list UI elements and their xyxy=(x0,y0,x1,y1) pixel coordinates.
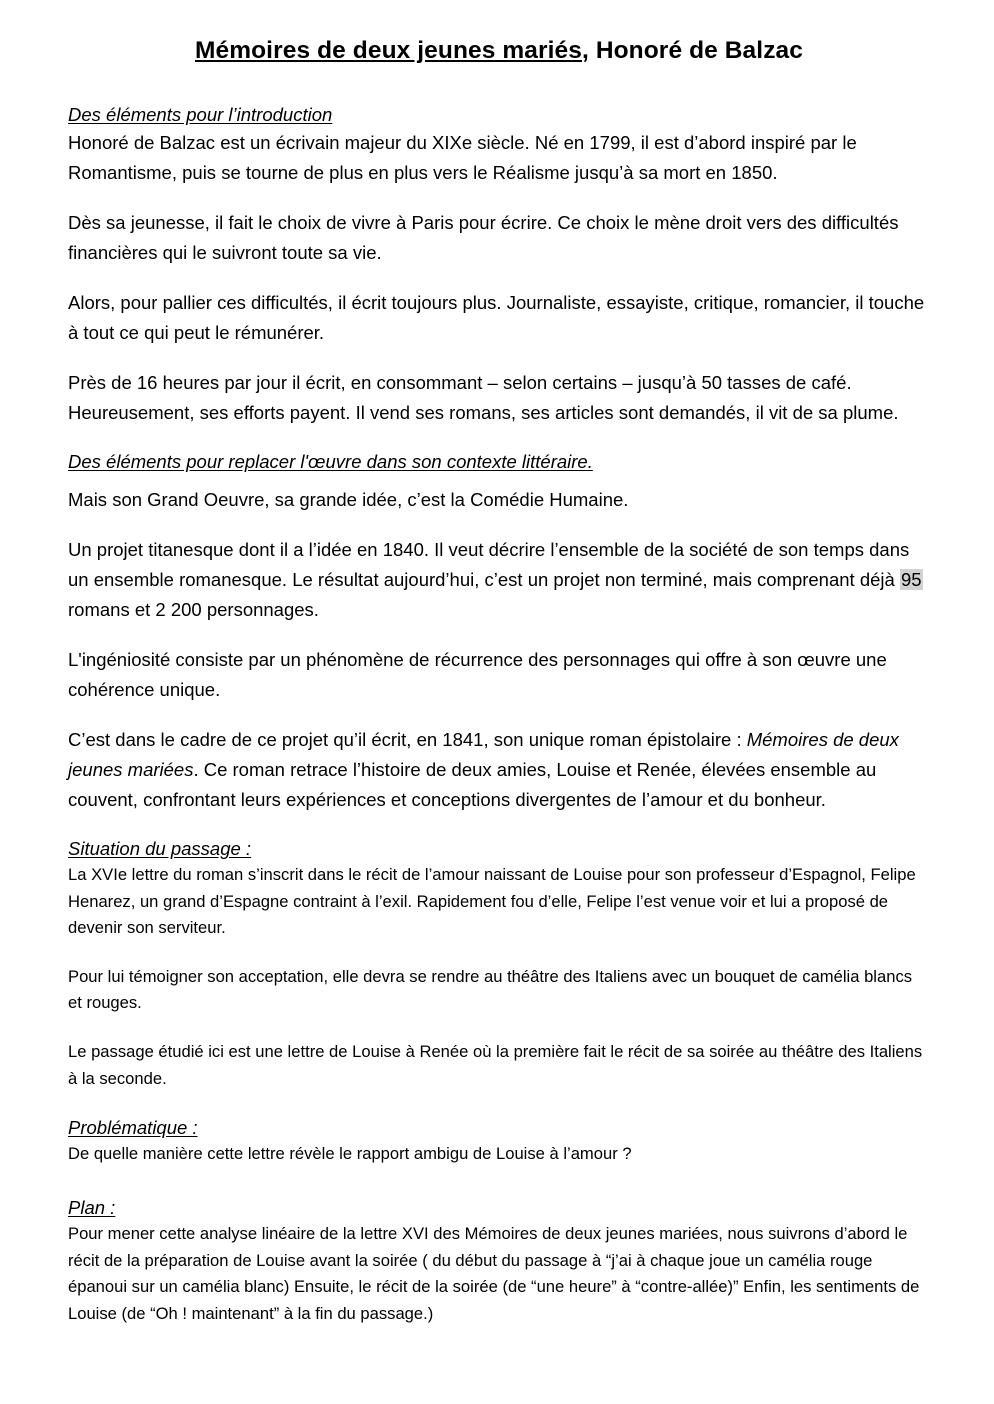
title-work-name: Mémoires de deux jeunes mariés xyxy=(195,37,582,64)
paragraph-projet-titanesque xyxy=(68,535,930,625)
paragraph-xvie-lettre: La XVIe lettre du roman s’inscrit dans le récit de l’amour naissant de Louise pour son professeur d’Espagnol, Felipe Henarez, un grand d’Espagne contraint à l’exil. Rapidement fou d’elle, Felipe l’est venue voir et lui a proposé de devenir son serviteur. xyxy=(68,865,916,938)
heading-introduction: Des éléments pour l’introduction xyxy=(68,103,333,125)
paragraph-cadre-projet xyxy=(68,725,930,815)
heading-plan: Plan : xyxy=(68,1196,116,1218)
heading-situation-passage: Situation du passage : xyxy=(68,837,252,859)
heading-contexte-litteraire: Des éléments pour replacer l'œuvre dans son contexte littéraire. xyxy=(68,450,593,472)
paragraph-temoigner-acceptation: Pour lui témoigner son acceptation, elle devra se rendre au théâtre des Italiens avec un bouquet de camélia blancs et rouges. xyxy=(68,966,913,1013)
highlighted-number-romans: 95 xyxy=(900,569,922,591)
work-title-italic: Mémoires de deux jeunes mariées xyxy=(68,728,899,780)
spacer xyxy=(68,475,930,485)
projet-text-before: Un projet titanesque dont il a l’idée en 1840. Il veut décrire l’ensemble de la société de son temps dans un ensemble romanesque. Le résultat aujourd’hui, c’est un projet non terminé, mais comprenant déjà xyxy=(68,539,910,591)
projet-text-after: romans et 2 200 personnages. xyxy=(68,599,319,621)
paragraph-balzac-bio: Honoré de Balzac est un écrivain majeur du XIXe siècle. Né en 1799, il est d’abord inspiré par le Romantisme, puis se tourne de plus en plus vers le Réalisme jusqu’à sa mort en 1850. xyxy=(68,132,857,183)
paragraph-grand-oeuvre: Mais son Grand Oeuvre, sa grande idée, c’est la Comédie Humaine. xyxy=(68,489,629,511)
paragraph-seize-heures: Près de 16 heures par jour il écrit, en consommant – selon certains – jusqu’à 50 tasses de café. Heureusement, ses efforts payent. Il vend ses romans, ses articles sont demandés, il vit de sa plume. xyxy=(68,371,899,423)
cadre-text-before: C’est dans le cadre de ce projet qu’il écrit, en 1841, son unique roman épistolaire : xyxy=(68,728,747,750)
cadre-text-after: . Ce roman retrace l’histoire de deux amies, Louise et Renée, élevées ensemble au couvent, confrontant leurs expériences et conceptions divergentes de l’amour et du bonheur. xyxy=(68,758,877,810)
paragraph-jeunesse-paris: Dès sa jeunesse, il fait le choix de vivre à Paris pour écrire. Ce choix le mène droit vers des difficultés financières qui le suivront toute sa vie. xyxy=(68,211,899,263)
paragraph-plan: Pour mener cette analyse linéaire de la lettre XVI des Mémoires de deux jeunes mariées, nous suivrons d’abord le récit de la préparation de Louise avant la soirée ( du début du passage à “j’ai à chaque joue un camélia rouge épanoui sur un camélia blanc) Ensuite, le récit de la soirée (de “une heure” à “contre-allée)” Enfin, les sentiments de Louise (de “Oh ! maintenant” à la fin du passage.) xyxy=(68,1224,920,1323)
title-author: , Honoré de Balzac xyxy=(582,37,803,64)
paragraph-passage-etudie: Le passage étudié ici est une lettre de Louise à Renée où la première fait le récit de sa soirée au théâtre des Italiens à la seconde. xyxy=(68,1041,923,1088)
paragraph-ingeniosite: L'ingéniosité consiste par un phénomène de récurrence des personnages qui offre à son œuvre une cohérence unique. xyxy=(68,649,887,700)
paragraph-problematique: De quelle manière cette lettre révèle le rapport ambigu de Louise à l’amour ? xyxy=(68,1144,632,1164)
page-title xyxy=(68,36,930,67)
heading-problematique: Problématique : xyxy=(68,1117,198,1139)
paragraph-pallier-difficultes: Alors, pour pallier ces difficultés, il écrit toujours plus. Journaliste, essayiste, critique, romancier, il touche à tout ce qui peut le rémunérer. xyxy=(68,291,925,343)
